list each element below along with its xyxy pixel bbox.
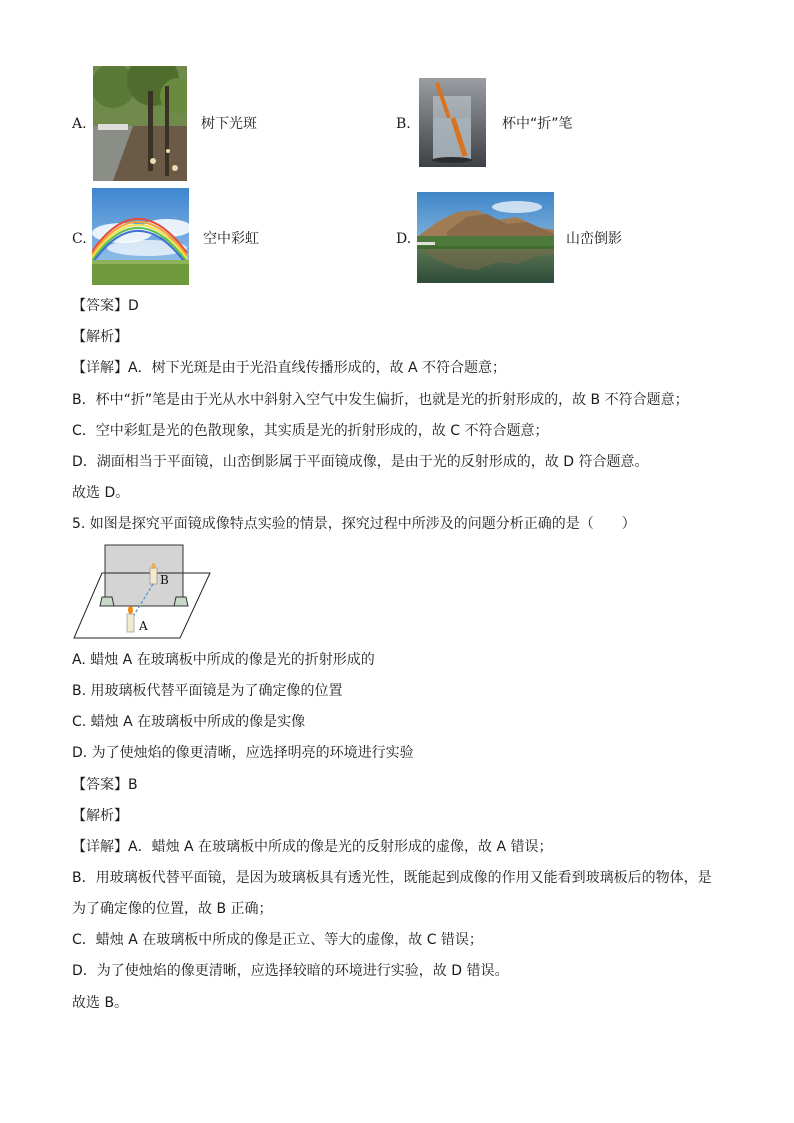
- candle-b-label: B: [160, 573, 169, 587]
- option-c-text: C. 蜡烛 A 在玻璃板中所成的像是实像: [72, 714, 306, 730]
- option-d-text: D. 为了使烛焰的像更清晰，应选择明亮的环境进行实验: [72, 745, 414, 761]
- detail-line: 【详解】A．树下光斑是由于光沿直线传播形成的，故 A 不符合题意；: [72, 360, 507, 376]
- option-a-text: A. 蜡烛 A 在玻璃板中所成的像是光的折射形成的: [72, 652, 375, 668]
- option-caption: 树下光斑: [201, 116, 257, 132]
- tree-shade-photo: [93, 66, 187, 181]
- plane-mirror-experiment-figure: [72, 542, 212, 640]
- detail-line: C．蜡烛 A 在玻璃板中所成的像是正立、等大的虚像，故 C 错误；: [72, 932, 483, 948]
- conclusion-line: 故选 D。: [72, 485, 130, 501]
- analysis-label: 【解析】: [72, 329, 128, 345]
- candle-a-label: A: [139, 619, 148, 633]
- option-letter: A.: [72, 116, 87, 132]
- conclusion-line: 故选 B。: [72, 995, 129, 1011]
- detail-line: D．为了使烛焰的像更清晰，应选择较暗的环境进行实验，故 D 错误。: [72, 963, 509, 979]
- candle-a-flame: [128, 606, 133, 614]
- option-caption: 杯中“折”笔: [502, 116, 573, 132]
- detail-line: B．杯中“折”笔是由于光从水中斜射入空气中发生偏折，也就是光的折射形成的，故 B 不符合题意；: [72, 392, 689, 408]
- answer-label: 【答案】D: [72, 298, 139, 314]
- candle-a: [127, 614, 134, 632]
- glass-plate: [105, 545, 183, 606]
- detail-line: 为了确定像的位置，故 B 正确；: [72, 901, 273, 917]
- option-letter: C.: [72, 231, 87, 247]
- mountain-reflection-photo: [417, 192, 554, 283]
- option-b-text: B. 用玻璃板代替平面镜是为了确定像的位置: [72, 683, 343, 699]
- rainbow-photo: [92, 188, 189, 285]
- pencil-in-glass-photo: [419, 78, 486, 167]
- analysis-label: 【解析】: [72, 808, 128, 824]
- option-caption: 山峦倒影: [566, 231, 622, 247]
- candle-b: [150, 568, 157, 584]
- detail-line: B．用玻璃板代替平面镜，是因为玻璃板具有透光性，既能起到成像的作用又能看到玻璃板后的物体，是: [72, 870, 712, 886]
- question-stem: 5. 如图是探究平面镜成像特点实验的情景，探究过程中所涉及的问题分析正确的是（ ）: [72, 516, 636, 532]
- option-letter: D.: [396, 231, 412, 247]
- detail-line: C．空中彩虹是光的色散现象，其实质是光的折射形成的，故 C 不符合题意；: [72, 423, 549, 439]
- detail-line: 【详解】A．蜡烛 A 在玻璃板中所成的像是光的反射形成的虚像，故 A 错误；: [72, 839, 553, 855]
- option-letter: B.: [396, 116, 411, 132]
- plate-stand-right: [174, 597, 188, 606]
- plate-stand-left: [100, 597, 114, 606]
- detail-line: D．湖面相当于平面镜，山峦倒影属于平面镜成像，是由于光的反射形成的，故 D 符合题意。: [72, 454, 649, 470]
- option-caption: 空中彩虹: [203, 231, 259, 247]
- answer-label: 【答案】B: [72, 777, 138, 793]
